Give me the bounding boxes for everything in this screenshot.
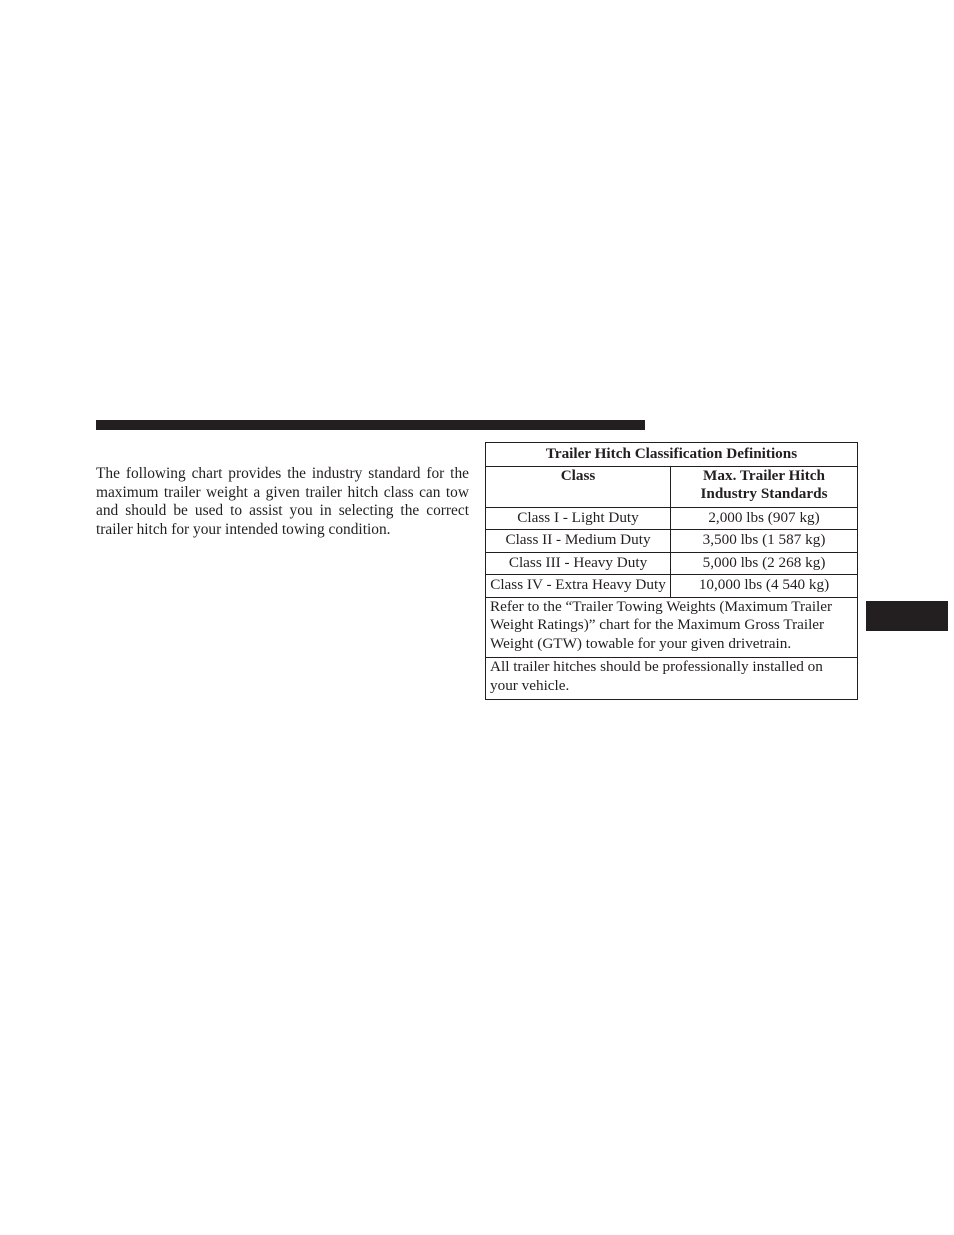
table-note-installation: All trailer hitches should be professionally installed on your vehicle. xyxy=(486,658,858,700)
chapter-tab-marker xyxy=(866,601,948,631)
weight-cell: 2,000 lbs (907 kg) xyxy=(671,507,858,530)
class-cell: Class II - Medium Duty xyxy=(486,530,671,553)
table-header-row xyxy=(486,466,858,507)
column-header-class: Class xyxy=(486,466,671,507)
hitch-classification-table xyxy=(485,442,858,700)
table-row xyxy=(486,552,858,575)
table-note-row xyxy=(486,597,858,658)
class-cell: Class IV - Extra Heavy Duty xyxy=(486,575,671,598)
weight-cell: 5,000 lbs (2 268 kg) xyxy=(671,552,858,575)
table-row xyxy=(486,575,858,598)
table-note-gtw: Refer to the “Trailer Towing Weights (Maximum Trailer Weight Ratings)” chart for the Maximum Gross Trailer Weight (GTW) towable for your given drivetrain. xyxy=(486,597,858,658)
class-cell: Class I - Light Duty xyxy=(486,507,671,530)
class-cell: Class III - Heavy Duty xyxy=(486,552,671,575)
table-note-row xyxy=(486,658,858,700)
table-title: Trailer Hitch Classification Definitions xyxy=(486,443,858,467)
weight-cell: 3,500 lbs (1 587 kg) xyxy=(671,530,858,553)
weight-cell: 10,000 lbs (4 540 kg) xyxy=(671,575,858,598)
column-header-max-standard: Max. Trailer Hitch Industry Standards xyxy=(671,466,858,507)
table-title-row xyxy=(486,443,858,467)
table-row xyxy=(486,507,858,530)
intro-paragraph: The following chart provides the industry standard for the maximum trailer weight a given trailer hitch class can tow and should be used to assist you in selecting the correct trailer hitch for your intended towing condition. xyxy=(96,465,469,538)
section-divider-bar xyxy=(96,420,645,430)
table-row xyxy=(486,530,858,553)
